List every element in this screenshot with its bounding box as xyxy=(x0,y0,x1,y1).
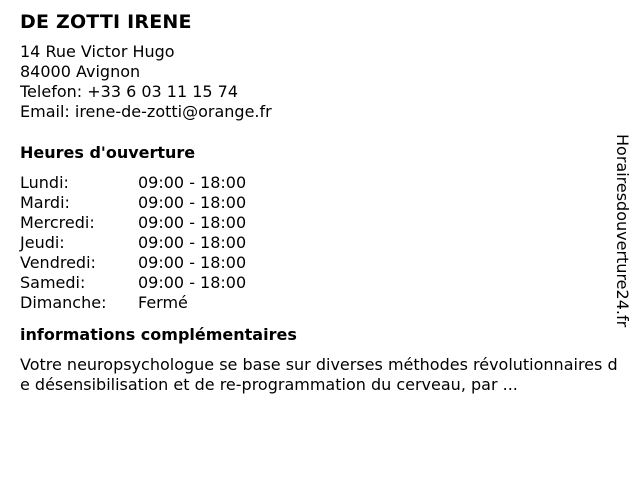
hours-row xyxy=(20,213,620,233)
hours-time: 09:00 - 18:00 xyxy=(138,273,247,292)
hours-day: Dimanche: xyxy=(20,293,107,312)
hours-row xyxy=(20,173,620,193)
hours-day: Vendredi: xyxy=(20,253,96,272)
email-line: Email: irene-de-zotti@orange.fr xyxy=(20,102,272,121)
hours-time: 09:00 - 18:00 xyxy=(138,233,247,252)
business-card xyxy=(20,10,620,395)
hours-row xyxy=(20,253,620,273)
hours-day: Lundi: xyxy=(20,173,69,192)
hours-time: 09:00 - 18:00 xyxy=(138,193,247,212)
hours-day: Mardi: xyxy=(20,193,70,212)
hours-table xyxy=(20,173,620,313)
address-city: 84000 Avignon xyxy=(20,62,141,81)
hours-row xyxy=(20,293,620,313)
hours-day: Mercredi: xyxy=(20,213,95,232)
hours-time: 09:00 - 18:00 xyxy=(138,173,247,192)
site-watermark: Horairesdouverture24.fr xyxy=(613,134,632,328)
hours-heading: Heures d'ouverture xyxy=(20,143,196,162)
address-block xyxy=(20,42,620,122)
hours-time: 09:00 - 18:00 xyxy=(138,253,247,272)
hours-time: 09:00 - 18:00 xyxy=(138,213,247,232)
info-description: Votre neuropsychologue se base sur diverses méthodes révolutionnaires de désensibilisation et de re-programmation du cerveau, par ... xyxy=(20,355,618,394)
hours-row xyxy=(20,193,620,213)
hours-day: Samedi: xyxy=(20,273,86,292)
info-heading: informations complémentaires xyxy=(20,325,297,344)
business-name: DE ZOTTI IRENE xyxy=(20,11,192,33)
phone-line: Telefon: +33 6 03 11 15 74 xyxy=(20,82,239,101)
hours-row xyxy=(20,233,620,253)
address-street: 14 Rue Victor Hugo xyxy=(20,42,175,61)
hours-day: Jeudi: xyxy=(20,233,65,252)
hours-row xyxy=(20,273,620,293)
hours-time: Fermé xyxy=(138,293,188,312)
